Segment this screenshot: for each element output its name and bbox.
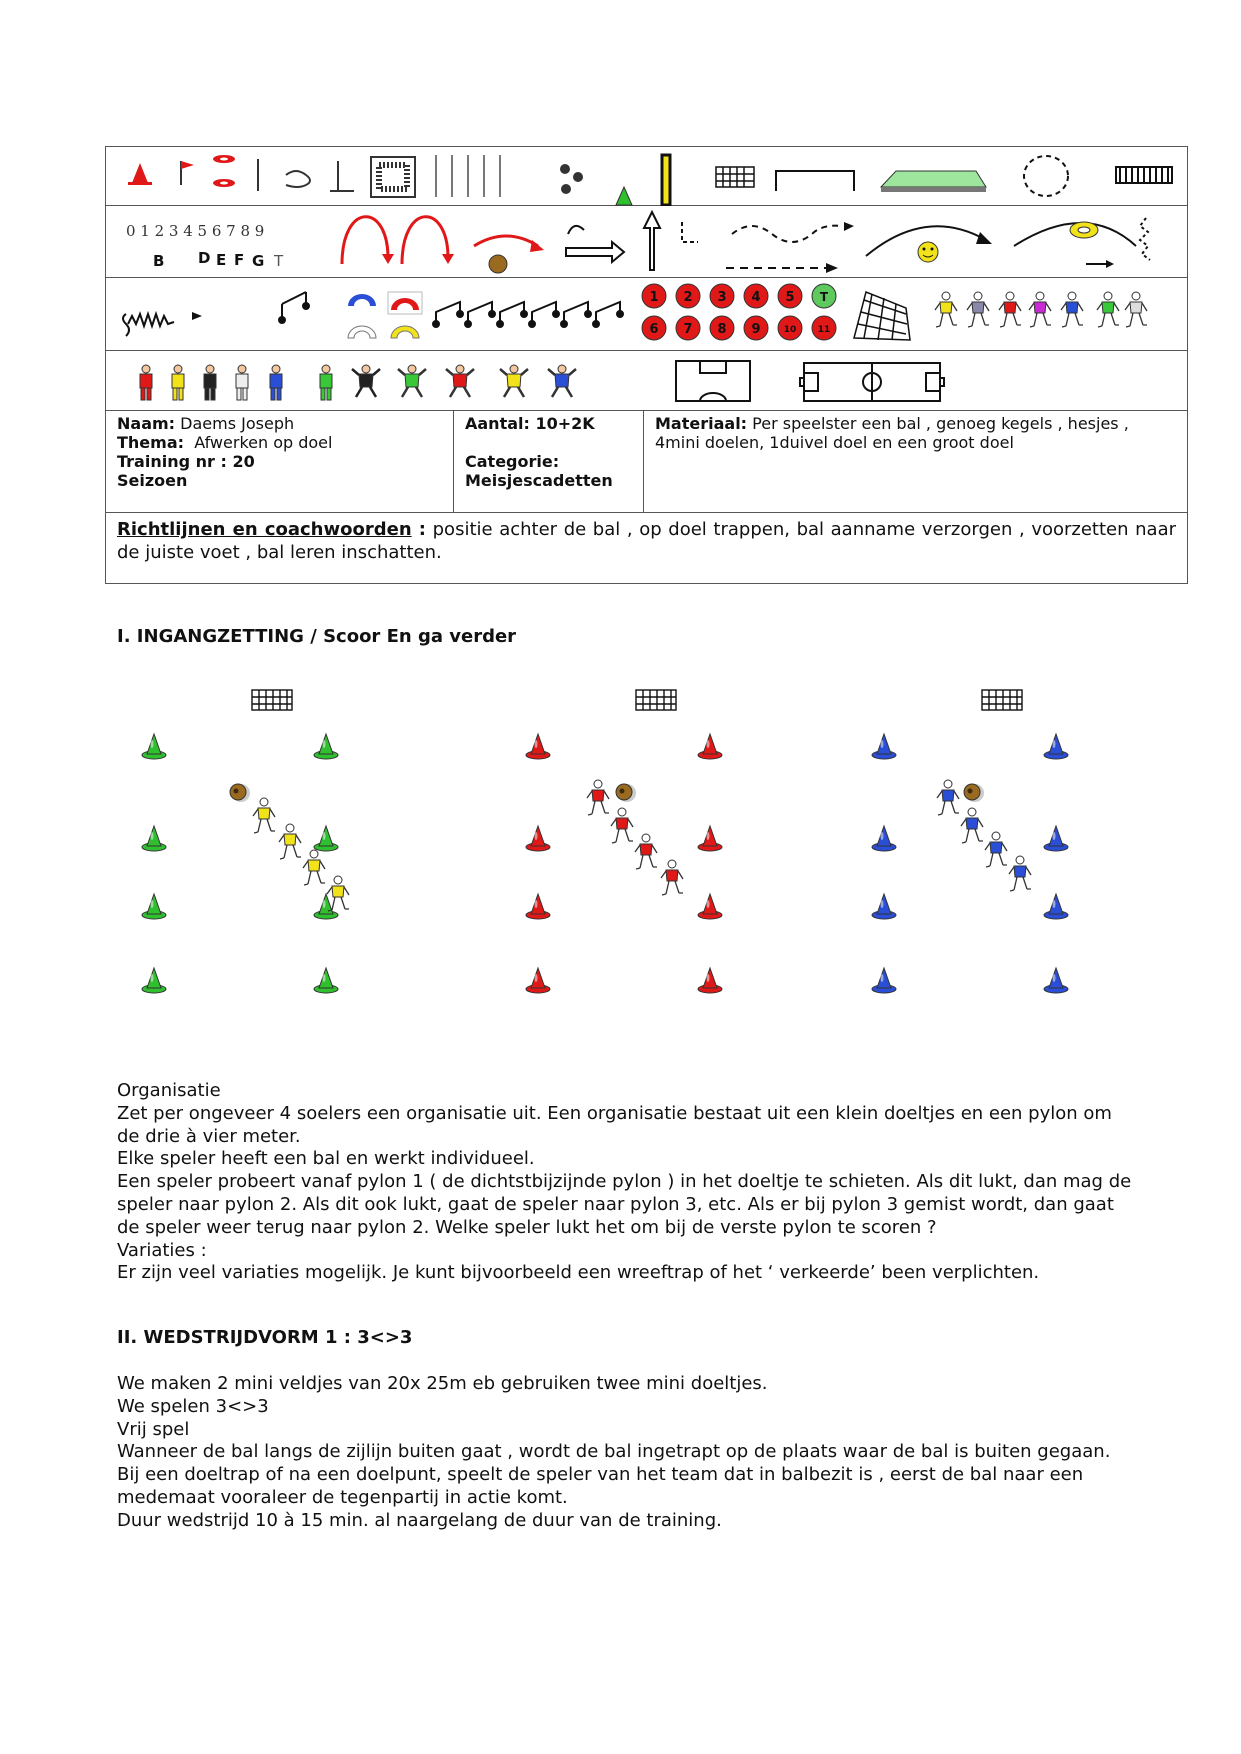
player-icon: [985, 832, 1007, 867]
cone-number-6-label: 6: [649, 322, 659, 337]
arch-yellow-icon: [391, 326, 419, 338]
big-arrow-up-icon: [644, 212, 660, 270]
cone-icon: [314, 734, 338, 759]
naam-label: Naam:: [117, 414, 176, 433]
ball-icon: [489, 255, 507, 273]
cone-number-2: [676, 284, 700, 308]
cone-icon: [698, 968, 722, 993]
full-pitch-icon: [800, 363, 944, 401]
section-1-line: Er zijn veel variaties mogelijk. Je kunt bijvoorbeeld een wreeftrap of het ‘ verkeerde’ been verplichten.: [117, 1262, 1040, 1284]
cone-icon: [1044, 894, 1068, 919]
hurdle-icon: [330, 161, 354, 191]
ring-target-icon: [1070, 222, 1098, 238]
categorie-value-line: [465, 471, 632, 490]
cone-icon: [698, 734, 722, 759]
cone-number-3-label: 3: [717, 290, 727, 305]
legend-players-standing: [140, 365, 576, 400]
mat-icon: [371, 157, 415, 197]
cone-icon: [142, 968, 166, 993]
section-2-line: We maken 2 mini veldjes van 20x 25m eb gebruiken twee mini doeltjes.: [117, 1373, 768, 1394]
legend-player-5-icon: [1061, 292, 1083, 327]
training-sheet: [105, 146, 1188, 584]
mini-goal-icon: [252, 690, 292, 710]
cone-number-6: [642, 316, 666, 340]
green-cone-icon: [616, 187, 632, 205]
legend-standing-player-1-icon: [140, 365, 152, 400]
aantal-line: [465, 414, 632, 433]
cone-number-t-label: T: [819, 290, 829, 304]
materiaal-value: Per speelster een bal , genoeg kegels , hesjes , 4mini doelen, 1duivel doel en een groot doel: [655, 414, 1129, 452]
section-2-title: II. WEDSTRIJDVORM 1 : 3<>3: [117, 1327, 413, 1348]
pitch-area-icon: [881, 171, 986, 192]
thema-label: Thema:: [117, 433, 185, 452]
cone-number-5-label: 5: [785, 290, 795, 305]
categorie-value: Meisjescadetten: [465, 471, 613, 490]
legend-player-2-icon: [967, 292, 989, 327]
cone-number-8-label: 8: [717, 322, 727, 337]
legend-row-arrows: [106, 206, 1187, 278]
legend-keeper-1-icon: [352, 365, 380, 397]
legend-keeper-5-icon: [548, 365, 576, 397]
section-1-line: Een speler probeert vanaf pylon 1 ( de dichtstbijzijnde pylon ) in het doeltje te schieten. Als dit lukt, dan mag de speler naar pylon 2. Als dit ook lukt, gaat de speler naar pylon 3, etc. Als er bij pylon 3 gemist wordt, dan gaat de speler weer terug naar pylon 2. Welke speler lukt het om bij de verste pylon te scoren ?: [117, 1171, 1132, 1238]
cone-icon: [872, 968, 896, 993]
cone-icon: [142, 734, 166, 759]
organisation-green: [142, 690, 338, 993]
cone-icon: [526, 968, 550, 993]
legend-letter-e: E: [216, 251, 227, 269]
thema-value: Afwerken op doel: [194, 433, 333, 452]
legend-digits: 0 1 2 3 4 5 6 7 8 9: [126, 222, 265, 240]
cone-icon: [1044, 968, 1068, 993]
squiggle-icon: [123, 314, 129, 336]
section-1-line: Organisatie: [117, 1080, 221, 1101]
legend-player-1-icon: [935, 292, 957, 327]
info-material-cell: [644, 411, 1187, 512]
info-row: [106, 411, 1187, 513]
cone-number-10-label: 10: [783, 325, 797, 335]
exercise-diagram: [110, 680, 1170, 1020]
legend-player-6-icon: [1097, 292, 1119, 327]
section-2-line: Duur wedstrijd 10 à 15 min. al naargelang de duur van de training.: [117, 1509, 722, 1531]
organisation-blue: [872, 690, 1068, 993]
goal-post-icon: [662, 155, 670, 205]
cone-number-7-label: 7: [683, 322, 693, 337]
legend-row-equipment: [106, 147, 1187, 206]
cone-icon: [314, 968, 338, 993]
mini-goal-icon: [716, 167, 754, 187]
categorie-line: [465, 452, 632, 471]
training-line: [117, 452, 442, 471]
cone-number-9: [744, 316, 768, 340]
arch-red-icon: [388, 292, 422, 314]
player-icons: [106, 351, 1189, 411]
legend-player-7-icon: [1125, 292, 1147, 327]
mini-goal-icon: [636, 690, 676, 710]
cone-icon: [698, 826, 722, 851]
player-icon: [279, 824, 301, 859]
legend-letter-f: F: [234, 251, 245, 269]
legend-players: [935, 292, 1147, 327]
cone-number-8: [710, 316, 734, 340]
curved-pass-arrow-icon: [474, 236, 538, 246]
legend-row-numbers: [106, 278, 1187, 351]
info-trainer-cell: [106, 411, 454, 512]
legend-player-4-icon: [1029, 292, 1051, 327]
fence-row-icon: [433, 302, 623, 327]
legend-standing-player-2-icon: [172, 365, 184, 400]
cone-icon: [142, 894, 166, 919]
cone-icon: [526, 734, 550, 759]
cone-icon: [872, 826, 896, 851]
info-group-cell: [454, 411, 644, 512]
legend-player-3-icon: [999, 292, 1021, 327]
legend-standing-player-5-icon: [270, 365, 282, 400]
seizoen-line: [117, 471, 442, 490]
guidelines-text: positie achter de bal , op doel trappen, bal aanname verzorgen , voorzetten naar de juiste voet , bal leren inschatten.: [117, 519, 1177, 563]
cone-icon: [314, 826, 338, 851]
rope-icon: [286, 171, 310, 187]
section-2-line: We spelen 3<>3: [117, 1395, 269, 1417]
legend-letter-g: G: [252, 252, 265, 270]
dashed-dribble-arrow-icon: [732, 226, 842, 242]
ball-icon: [616, 784, 636, 802]
poles-row-icon: [436, 155, 500, 197]
seizoen-label: Seizoen: [117, 471, 188, 490]
materiaal-label: Materiaal:: [655, 414, 748, 433]
guidelines-label: Richtlijnen en coachwoorden: [117, 519, 412, 540]
mini-goal-icon: [982, 690, 1022, 710]
training-label: Training nr : 20: [117, 452, 255, 471]
section-2-line: Vrij spel: [117, 1418, 190, 1440]
numbered-cones: [642, 284, 836, 340]
section-2-text: [117, 1373, 1137, 1533]
legend-letter-b: B: [153, 252, 165, 270]
arrow-icons: [106, 206, 1189, 278]
player-icon: [611, 808, 633, 843]
balls-icon: [560, 164, 583, 194]
section-1-title: I. INGANGZETTING / Scoor En ga verder: [117, 626, 517, 647]
cone-icon: [872, 894, 896, 919]
zigzag-dashed-icon: [1140, 218, 1150, 260]
turn-arrow-icon: [568, 226, 584, 234]
cone-number-10: [778, 316, 802, 340]
cone-number-3: [710, 284, 734, 308]
guidelines-row: [106, 513, 1187, 583]
circle-zone-icon: [1024, 156, 1068, 196]
cone-number-5: [778, 284, 802, 308]
section-2-line: Wanneer de bal langs de zijlijn buiten gaat , wordt de bal ingetrapt op de plaats waar de bal is buiten gegaan.: [117, 1441, 1111, 1463]
section-2-line: Bij een doeltrap of na een doelpunt, speelt de speler van het team dat in balbezit is , eerst de bal naar een medemaat vooraleer de tegenpartij in actie komt.: [117, 1464, 1084, 1508]
cone-number-1: [642, 284, 666, 308]
legend-keeper-3-icon: [446, 365, 474, 397]
guidelines-separator: :: [411, 519, 427, 540]
player-icon: [635, 834, 657, 869]
cone-icon: [1044, 826, 1068, 851]
cone-icon: [698, 894, 722, 919]
cone-icon: [872, 734, 896, 759]
cone-number-2-label: 2: [683, 290, 693, 305]
naam-line: [117, 414, 442, 433]
cone-icon: [526, 826, 550, 851]
curved-arrow-red-2-icon: [402, 217, 448, 264]
cone-number-11-label: 11: [817, 325, 831, 335]
section-1-line: Elke speler heeft een bal en werkt individueel.: [117, 1148, 535, 1170]
section-1-line: Zet per ongeveer 4 soelers een organisatie uit. Een organisatie bestaat uit een klein doeltjes en een pylon om de drie à vier meter.: [117, 1102, 1112, 1147]
flag-icon: [181, 161, 194, 185]
player-icon: [587, 780, 609, 815]
wall-goal-icon: [1116, 167, 1172, 183]
equipment-icons: [106, 147, 1189, 206]
cone-icon: [1044, 734, 1068, 759]
aantal-label: Aantal: 10+2K: [465, 414, 595, 433]
player-icon: [253, 798, 275, 833]
rebound-goal-icon: [854, 292, 910, 340]
cone-number-t: [812, 284, 836, 308]
cone-number-4: [744, 284, 768, 308]
thema-line: [117, 433, 442, 452]
player-icon: [303, 850, 325, 885]
big-goal-icon: [776, 171, 854, 191]
wiggle-arrow-icon: [128, 314, 174, 326]
cone-number-7: [676, 316, 700, 340]
legend-standing-player-6-icon: [320, 365, 332, 400]
arch-white-icon: [348, 326, 376, 338]
player-icon: [937, 780, 959, 815]
cone-number-4-label: 4: [751, 290, 761, 305]
ball-icon: [964, 784, 984, 802]
cone-icon: [142, 826, 166, 851]
numbered-icons: [106, 278, 1189, 351]
cone-number-9-label: 9: [751, 322, 761, 337]
dashed-turn-arrow-icon: [682, 222, 698, 242]
player-icon: [961, 808, 983, 843]
legend-keeper-4-icon: [500, 365, 528, 397]
legend-row-players: [106, 351, 1187, 411]
cone-number-1-label: 1: [649, 290, 659, 305]
discs-icon: [213, 155, 235, 187]
smiley-icon: [918, 242, 938, 262]
ball-icon: [230, 784, 250, 802]
cone-icon: [526, 894, 550, 919]
player-icon: [661, 860, 683, 895]
curved-arrow-red-1-icon: [342, 217, 388, 264]
section-1-line: Variaties :: [117, 1239, 207, 1261]
big-arrow-right-icon: [566, 242, 624, 262]
legend-keeper-2-icon: [398, 365, 426, 397]
cone-icon: [128, 163, 152, 185]
arch-blue-icon: [348, 294, 376, 306]
legend-letter-d: D: [198, 249, 211, 267]
player-icon: [1009, 856, 1031, 891]
half-pitch-icon: [676, 361, 750, 401]
fence-small-icon: [279, 292, 309, 323]
section-1-text: [117, 1080, 1137, 1285]
organisation-red: [526, 690, 722, 993]
legend-standing-player-3-icon: [204, 365, 216, 400]
categorie-label: Categorie:: [465, 452, 560, 471]
naam-value: Daems Joseph: [180, 414, 295, 433]
legend-letter-t: T: [274, 252, 284, 270]
legend-standing-player-4-icon: [236, 365, 248, 400]
cone-number-11: [812, 316, 836, 340]
